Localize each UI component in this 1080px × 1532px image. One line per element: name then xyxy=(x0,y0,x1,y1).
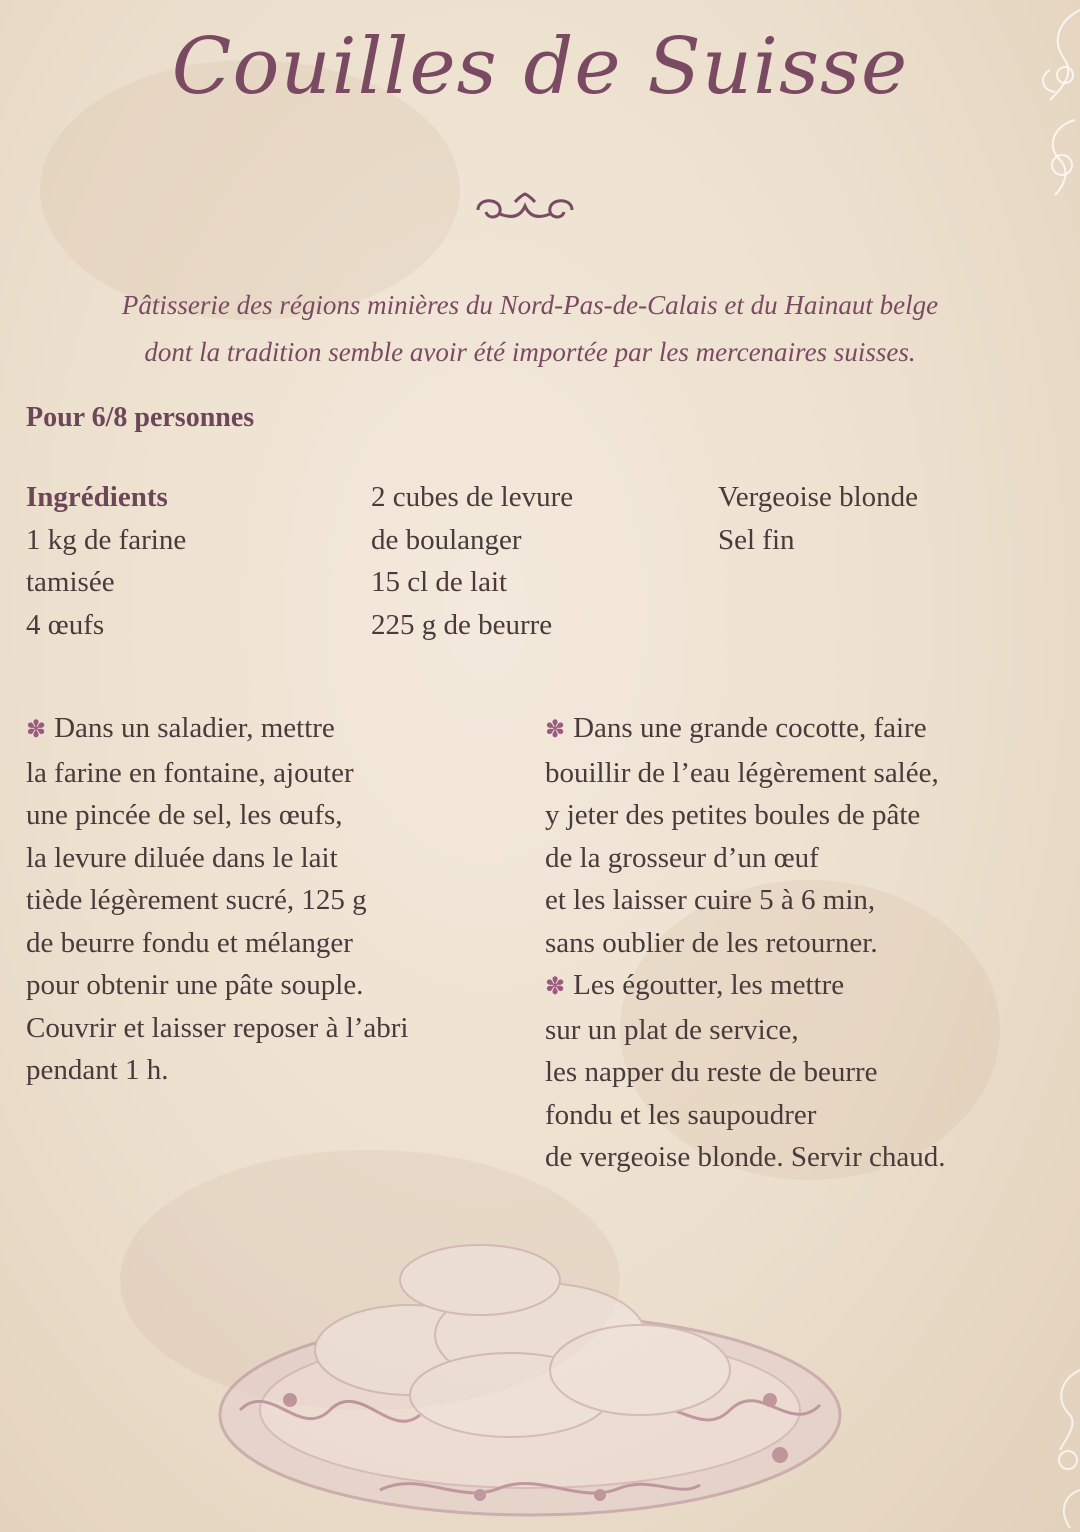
step-line: une pincée de sel, les œufs, xyxy=(26,799,343,831)
subtitle-line: dont la tradition semble avoir été importée par les mercenaires suisses. xyxy=(144,337,916,367)
ingredient-item: Vergeoise blonde xyxy=(718,481,918,513)
step-line: et les laisser cuire 5 à 6 min, xyxy=(545,884,876,916)
step-line: de la grosseur d’un œuf xyxy=(545,841,819,874)
plate-illustration xyxy=(180,1240,880,1532)
ingredient-item: 15 cl de lait xyxy=(371,566,508,598)
step-line: pour obtenir une pâte souple. xyxy=(26,969,364,1001)
subtitle-line: Pâtisserie des régions minières du Nord-Pas-de-Calais et du Hainaut belge xyxy=(121,290,939,320)
flourish-ornament-icon xyxy=(470,188,580,232)
step-line: la farine en fontaine, ajouter xyxy=(26,756,354,789)
ingredient-item: de boulanger xyxy=(371,523,522,556)
step-line: tiède légèrement sucré, 125 g xyxy=(26,884,367,916)
flower-bullet-icon: ✽ xyxy=(545,717,566,743)
step-line: bouillir de l’eau légèrement salée, xyxy=(545,756,939,789)
ingredient-item: Sel fin xyxy=(718,523,795,556)
ingredient-item: tamisée xyxy=(26,566,115,598)
step-line: fondu et les saupoudrer xyxy=(545,1098,817,1131)
ingredient-item: 4 œufs xyxy=(26,608,105,641)
ingredient-item: 225 g de beurre xyxy=(371,608,553,641)
step-line: les napper du reste de beurre xyxy=(545,1056,878,1088)
corner-floral-ornament-bottom xyxy=(1030,1360,1080,1532)
ingredients-heading: Ingrédients xyxy=(26,481,168,513)
step-line: de vergeoise blonde. Servir chaud. xyxy=(545,1141,946,1173)
step-line: y jeter des petites boules de pâte xyxy=(545,799,921,831)
steps-left-column xyxy=(26,707,409,1092)
ingredients-column-1 xyxy=(26,476,186,646)
step-line: Couvrir et laisser reposer à l’abri xyxy=(26,1011,409,1044)
ingredients-column-2 xyxy=(371,476,573,646)
servings-label: Pour 6/8 personnes xyxy=(26,402,255,433)
flower-bullet-icon: ✽ xyxy=(545,974,566,1000)
ingredient-item: 2 cubes de levure xyxy=(371,481,574,513)
recipe-subtitle xyxy=(20,282,1040,376)
steps-right-column xyxy=(545,707,946,1179)
recipe-title: Couilles de Suisse xyxy=(171,22,909,112)
step-line: ✽ Dans une grande cocotte, faire xyxy=(545,712,927,744)
ingredients-column-3 xyxy=(718,476,918,561)
step-line: la levure diluée dans le lait xyxy=(26,841,338,874)
step-line: sans oublier de les retourner. xyxy=(545,926,878,959)
ingredient-item: 1 kg de farine xyxy=(26,523,187,556)
flower-bullet-icon: ✽ xyxy=(26,717,47,743)
step-line: pendant 1 h. xyxy=(26,1054,169,1086)
step-line: ✽ Dans un saladier, mettre xyxy=(26,712,335,744)
step-line: sur un plat de service, xyxy=(545,1013,799,1046)
step-line: ✽ Les égoutter, les mettre xyxy=(545,969,845,1001)
step-line: de beurre fondu et mélanger xyxy=(26,926,353,959)
